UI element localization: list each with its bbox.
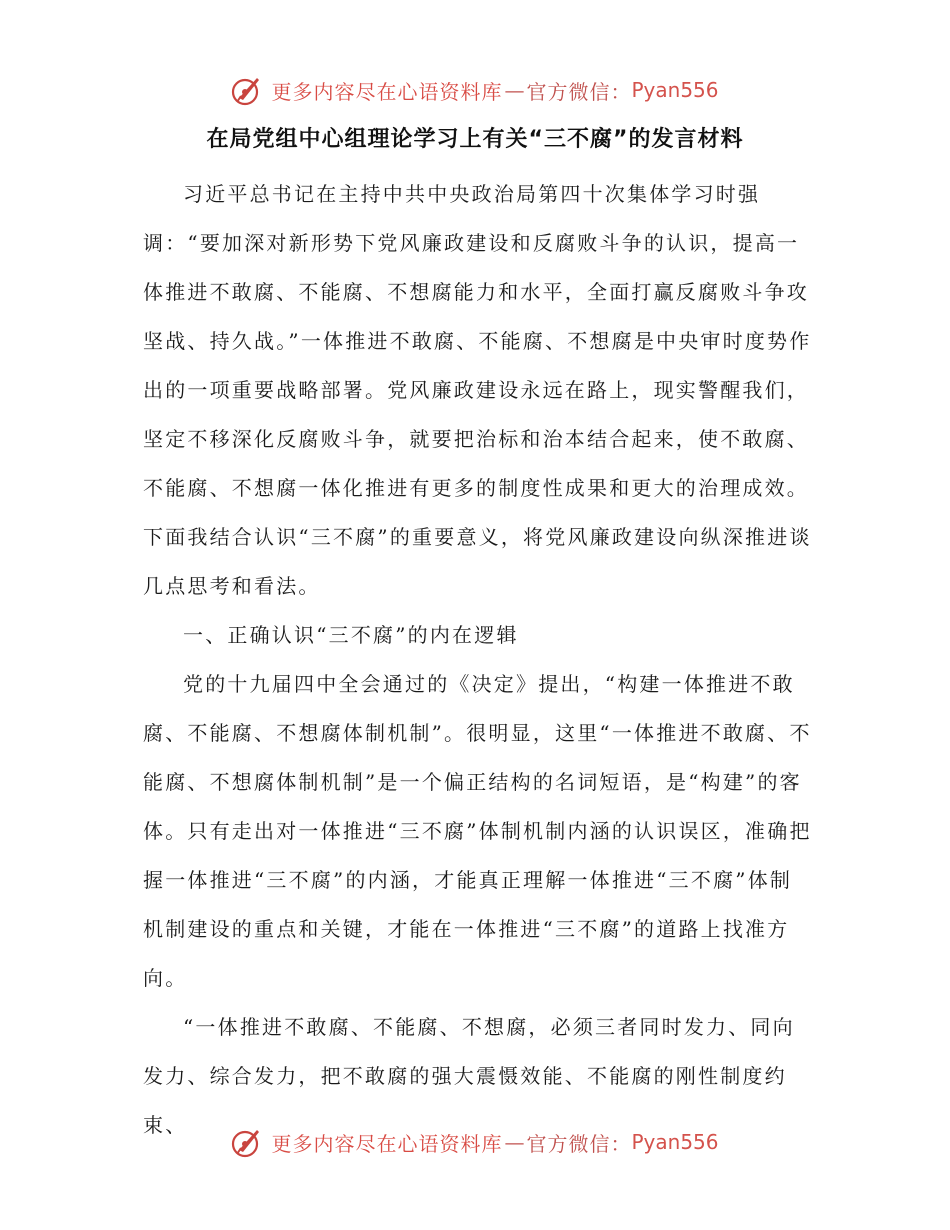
banner-wechat-id: Pyan556: [631, 78, 719, 102]
footer-wechat-id: Pyan556: [631, 1130, 719, 1154]
footer-brand: 更多内容尽在心语资料库: [271, 1131, 503, 1156]
header-banner: [0, 70, 950, 110]
document-body: [143, 170, 813, 1150]
banner-brand: 更多内容尽在心语资料库: [271, 79, 503, 104]
banner-separator: —: [504, 78, 525, 102]
footer-separator: —: [504, 1130, 525, 1154]
section-heading-1: 一、正确认识“三不腐”的内在逻辑: [183, 623, 519, 647]
footer-wechat-label: 官方微信：: [526, 1131, 632, 1156]
paragraph-decision: 党的十九届四中全会通过的《决定》提出，“构建一体推进不敢腐、不能腐、不想腐体制机制”。很明显，这里“一体推进不敢腐、不能腐、不想腐体制机制”是一个偏正结构的名词短语，是“构建”的客体。只有走出对一体推进“三不腐”体制机制内涵的认识误区，准确把握一体推进“三不腐”的内涵，才能真正理解一体推进“三不腐”体制机制建设的重点和关键，才能在一体推进“三不腐”的道路上找准方向。: [143, 672, 812, 990]
quill-pen-seal-icon: [231, 1126, 263, 1158]
document-title: 在局党组中心组理论学习上有关“三不腐”的发言材料: [206, 127, 744, 152]
paragraph-quote: “一体推进不敢腐、不能腐、不想腐，必须三者同时发力、同向发力、综合发力，把不敢腐的强大震慑效能、不能腐的刚性制度约束、: [143, 1015, 795, 1137]
footer-banner: [0, 1122, 950, 1162]
paragraph-intro: 习近平总书记在主持中共中央政治局第四十次集体学习时强调：“要加深对新形势下党风廉政建设和反腐败斗争的认识，提高一体推进不敢腐、不能腐、不想腐能力和水平，全面打赢反腐败斗争攻坚战、持久战。”一体推进不敢腐、不能腐、不想腐是中央审时度势作出的一项重要战略部署。党风廉政建设永远在路上，现实警醒我们，坚定不移深化反腐败斗争，就要把治标和治本结合起来，使不敢腐、不能腐、不想腐一体化推进有更多的制度性成果和更大的治理成效。下面我结合认识“三不腐”的重要意义，将党风廉政建设向纵深推进谈几点思考和看法。: [143, 182, 812, 598]
quill-pen-seal-icon: [231, 74, 263, 106]
banner-wechat-label: 官方微信：: [526, 79, 632, 104]
